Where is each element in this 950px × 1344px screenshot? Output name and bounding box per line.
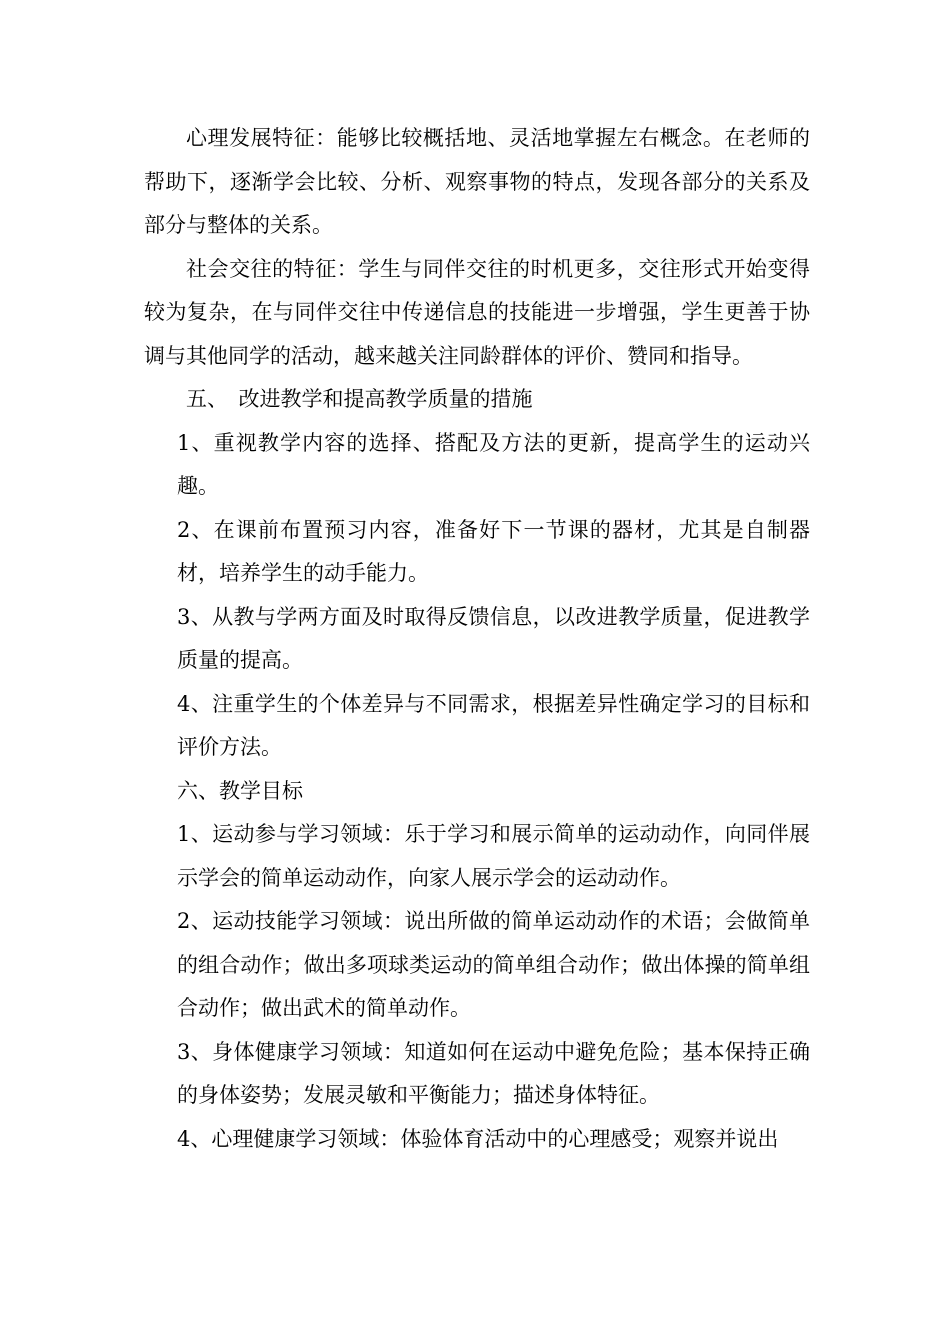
list-item-5-1: 1、重视教学内容的选择、搭配及方法的更新，提高学生的运动兴趣。	[177, 430, 810, 498]
document-body	[144, 117, 810, 1161]
list-item-6-3: 3、身体健康学习领域：知道如何在运动中避免危险；基本保持正确的身体姿势；发展灵敏和平衡能力；描述身体特征。	[177, 1039, 810, 1107]
list-item-6-4: 4、心理健康学习领域：体验体育活动中的心理感受；观察并说出	[177, 1126, 779, 1151]
list-item-6-2: 2、运动技能学习领域：说出所做的简单运动动作的术语；会做简单的组合动作；做出多项球类运动的简单组合动作；做出体操的简单组合动作；做出武术的简单动作。	[177, 909, 810, 1020]
list-item-5-4: 4、注重学生的个体差异与不同需求，根据差异性确定学习的目标和评价方法。	[177, 691, 810, 759]
section-heading-6: 六、教学目标	[177, 778, 303, 803]
paragraph-psychological-development: 心理发展特征：能够比较概括地、灵活地掌握左右概念。在老师的帮助下，逐渐学会比较、分析、观察事物的特点，发现各部分的关系及部分与整体的关系。	[144, 126, 810, 237]
section-heading-5: 五、 改进教学和提高教学质量的措施	[186, 387, 533, 411]
list-item-5-3: 3、从教与学两方面及时取得反馈信息，以改进教学质量，促进教学质量的提高。	[177, 604, 810, 672]
list-item-6-1: 1、运动参与学习领域：乐于学习和展示简单的运动动作，向同伴展示学会的简单运动动作，向家人展示学会的运动动作。	[177, 822, 810, 890]
paragraph-social-interaction: 社会交往的特征：学生与同伴交往的时机更多，交往形式开始变得较为复杂，在与同伴交往中传递信息的技能进一步增强，学生更善于协调与其他同学的活动，越来越关注同龄群体的评价、赞同和指导。	[144, 256, 810, 368]
list-item-5-2: 2、在课前布置预习内容，准备好下一节课的器材，尤其是自制器材，培养学生的动手能力。	[177, 517, 810, 585]
